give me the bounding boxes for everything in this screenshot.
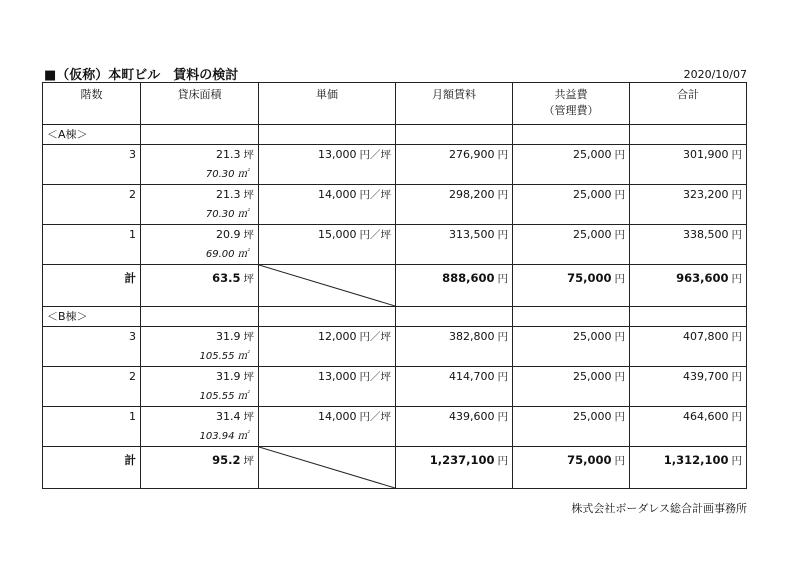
table-subrow xyxy=(43,427,747,447)
unit-price-cell: 14,000 円／坪 xyxy=(259,407,396,427)
area-cell: 21.3 坪 xyxy=(141,145,259,165)
floor-cell: 2 xyxy=(43,185,141,205)
subtotal-area: 95.2 坪 xyxy=(141,447,259,489)
rent-cell: 439,600 円 xyxy=(396,407,513,427)
rent-cell: 382,800 円 xyxy=(396,327,513,347)
subtotal-rent: 888,600 円 xyxy=(396,265,513,307)
unit-price-cell: 12,000 円／坪 xyxy=(259,327,396,347)
header-unit-price: 単価 xyxy=(259,83,396,125)
subtotal-total: 1,312,100 円 xyxy=(630,447,747,489)
rent-cell: 414,700 円 xyxy=(396,367,513,387)
header-common-fee xyxy=(513,83,630,125)
table-subrow xyxy=(43,165,747,185)
area-cell: 20.9 坪 xyxy=(141,225,259,245)
area-cell: 31.9 坪 xyxy=(141,367,259,387)
subtotal-label: 計 xyxy=(43,447,141,489)
total-cell: 464,600 円 xyxy=(630,407,747,427)
section-b-label: ＜B棟＞ xyxy=(43,307,141,327)
diagonal-slash xyxy=(259,447,395,488)
fee-cell: 25,000 円 xyxy=(513,367,630,387)
floor-cell: 1 xyxy=(43,225,141,245)
header-common-fee-line2: （管理費） xyxy=(543,104,599,117)
area-cell: 31.4 坪 xyxy=(141,407,259,427)
fee-cell: 25,000 円 xyxy=(513,145,630,165)
area-m2-cell: 105.55 ㎡ xyxy=(141,387,259,407)
fee-cell: 25,000 円 xyxy=(513,407,630,427)
subtotal-area: 63.5 坪 xyxy=(141,265,259,307)
unit-price-cell: 14,000 円／坪 xyxy=(259,185,396,205)
area-cell: 31.9 坪 xyxy=(141,327,259,347)
area-m2-cell: 70.30 ㎡ xyxy=(141,165,259,185)
rent-cell: 298,200 円 xyxy=(396,185,513,205)
diagonal-slash xyxy=(259,265,395,306)
subtotal-total: 963,600 円 xyxy=(630,265,747,307)
table-subrow xyxy=(43,245,747,265)
subtotal-unit-price-empty xyxy=(259,447,396,489)
unit-price-cell: 15,000 円／坪 xyxy=(259,225,396,245)
table-row xyxy=(43,367,747,387)
area-m2-cell: 103.94 ㎡ xyxy=(141,427,259,447)
subtotal-row-a xyxy=(43,265,747,307)
unit-price-cell: 13,000 円／坪 xyxy=(259,145,396,165)
subtotal-rent: 1,237,100 円 xyxy=(396,447,513,489)
subtotal-unit-price-empty xyxy=(259,265,396,307)
unit-price-cell: 13,000 円／坪 xyxy=(259,367,396,387)
total-cell: 338,500 円 xyxy=(630,225,747,245)
header-floors: 階数 xyxy=(43,83,141,125)
header-common-fee-line1: 共益費 xyxy=(554,88,588,101)
header-row xyxy=(43,83,747,125)
document-date: 2020/10/07 xyxy=(683,68,747,81)
floor-cell: 3 xyxy=(43,145,141,165)
floor-cell: 2 xyxy=(43,367,141,387)
fee-cell: 25,000 円 xyxy=(513,225,630,245)
table-subrow xyxy=(43,205,747,225)
area-m2-cell: 70.30 ㎡ xyxy=(141,205,259,225)
area-cell: 21.3 坪 xyxy=(141,185,259,205)
rent-cell: 313,500 円 xyxy=(396,225,513,245)
subtotal-fee: 75,000 円 xyxy=(513,265,630,307)
floor-cell: 3 xyxy=(43,327,141,347)
table-row xyxy=(43,145,747,165)
table-row xyxy=(43,185,747,205)
table-row xyxy=(43,327,747,347)
total-cell: 439,700 円 xyxy=(630,367,747,387)
rent-cell: 276,900 円 xyxy=(396,145,513,165)
total-cell: 323,200 円 xyxy=(630,185,747,205)
header-monthly-rent: 月額賃料 xyxy=(396,83,513,125)
total-cell: 301,900 円 xyxy=(630,145,747,165)
fee-cell: 25,000 円 xyxy=(513,185,630,205)
header-total: 合計 xyxy=(630,83,747,125)
fee-cell: 25,000 円 xyxy=(513,327,630,347)
table-row xyxy=(43,407,747,427)
document-title: ■（仮称）本町ビル 賃料の検討 xyxy=(44,68,239,83)
subtotal-fee: 75,000 円 xyxy=(513,447,630,489)
header-area: 貸床面積 xyxy=(141,83,259,125)
company-name: 株式会社ボーダレス総合計画事務所 xyxy=(571,502,747,515)
rent-table xyxy=(42,82,747,489)
section-b-row xyxy=(43,307,747,327)
subtotal-label: 計 xyxy=(43,265,141,307)
table-subrow xyxy=(43,387,747,407)
table-row xyxy=(43,225,747,245)
table-subrow xyxy=(43,347,747,367)
rent-table-sheet xyxy=(42,82,746,494)
floor-cell: 1 xyxy=(43,407,141,427)
section-a-row xyxy=(43,125,747,145)
subtotal-row-b xyxy=(43,447,747,489)
section-a-label: ＜A棟＞ xyxy=(43,125,141,145)
total-cell: 407,800 円 xyxy=(630,327,747,347)
area-m2-cell: 105.55 ㎡ xyxy=(141,347,259,367)
area-m2-cell: 69.00 ㎡ xyxy=(141,245,259,265)
